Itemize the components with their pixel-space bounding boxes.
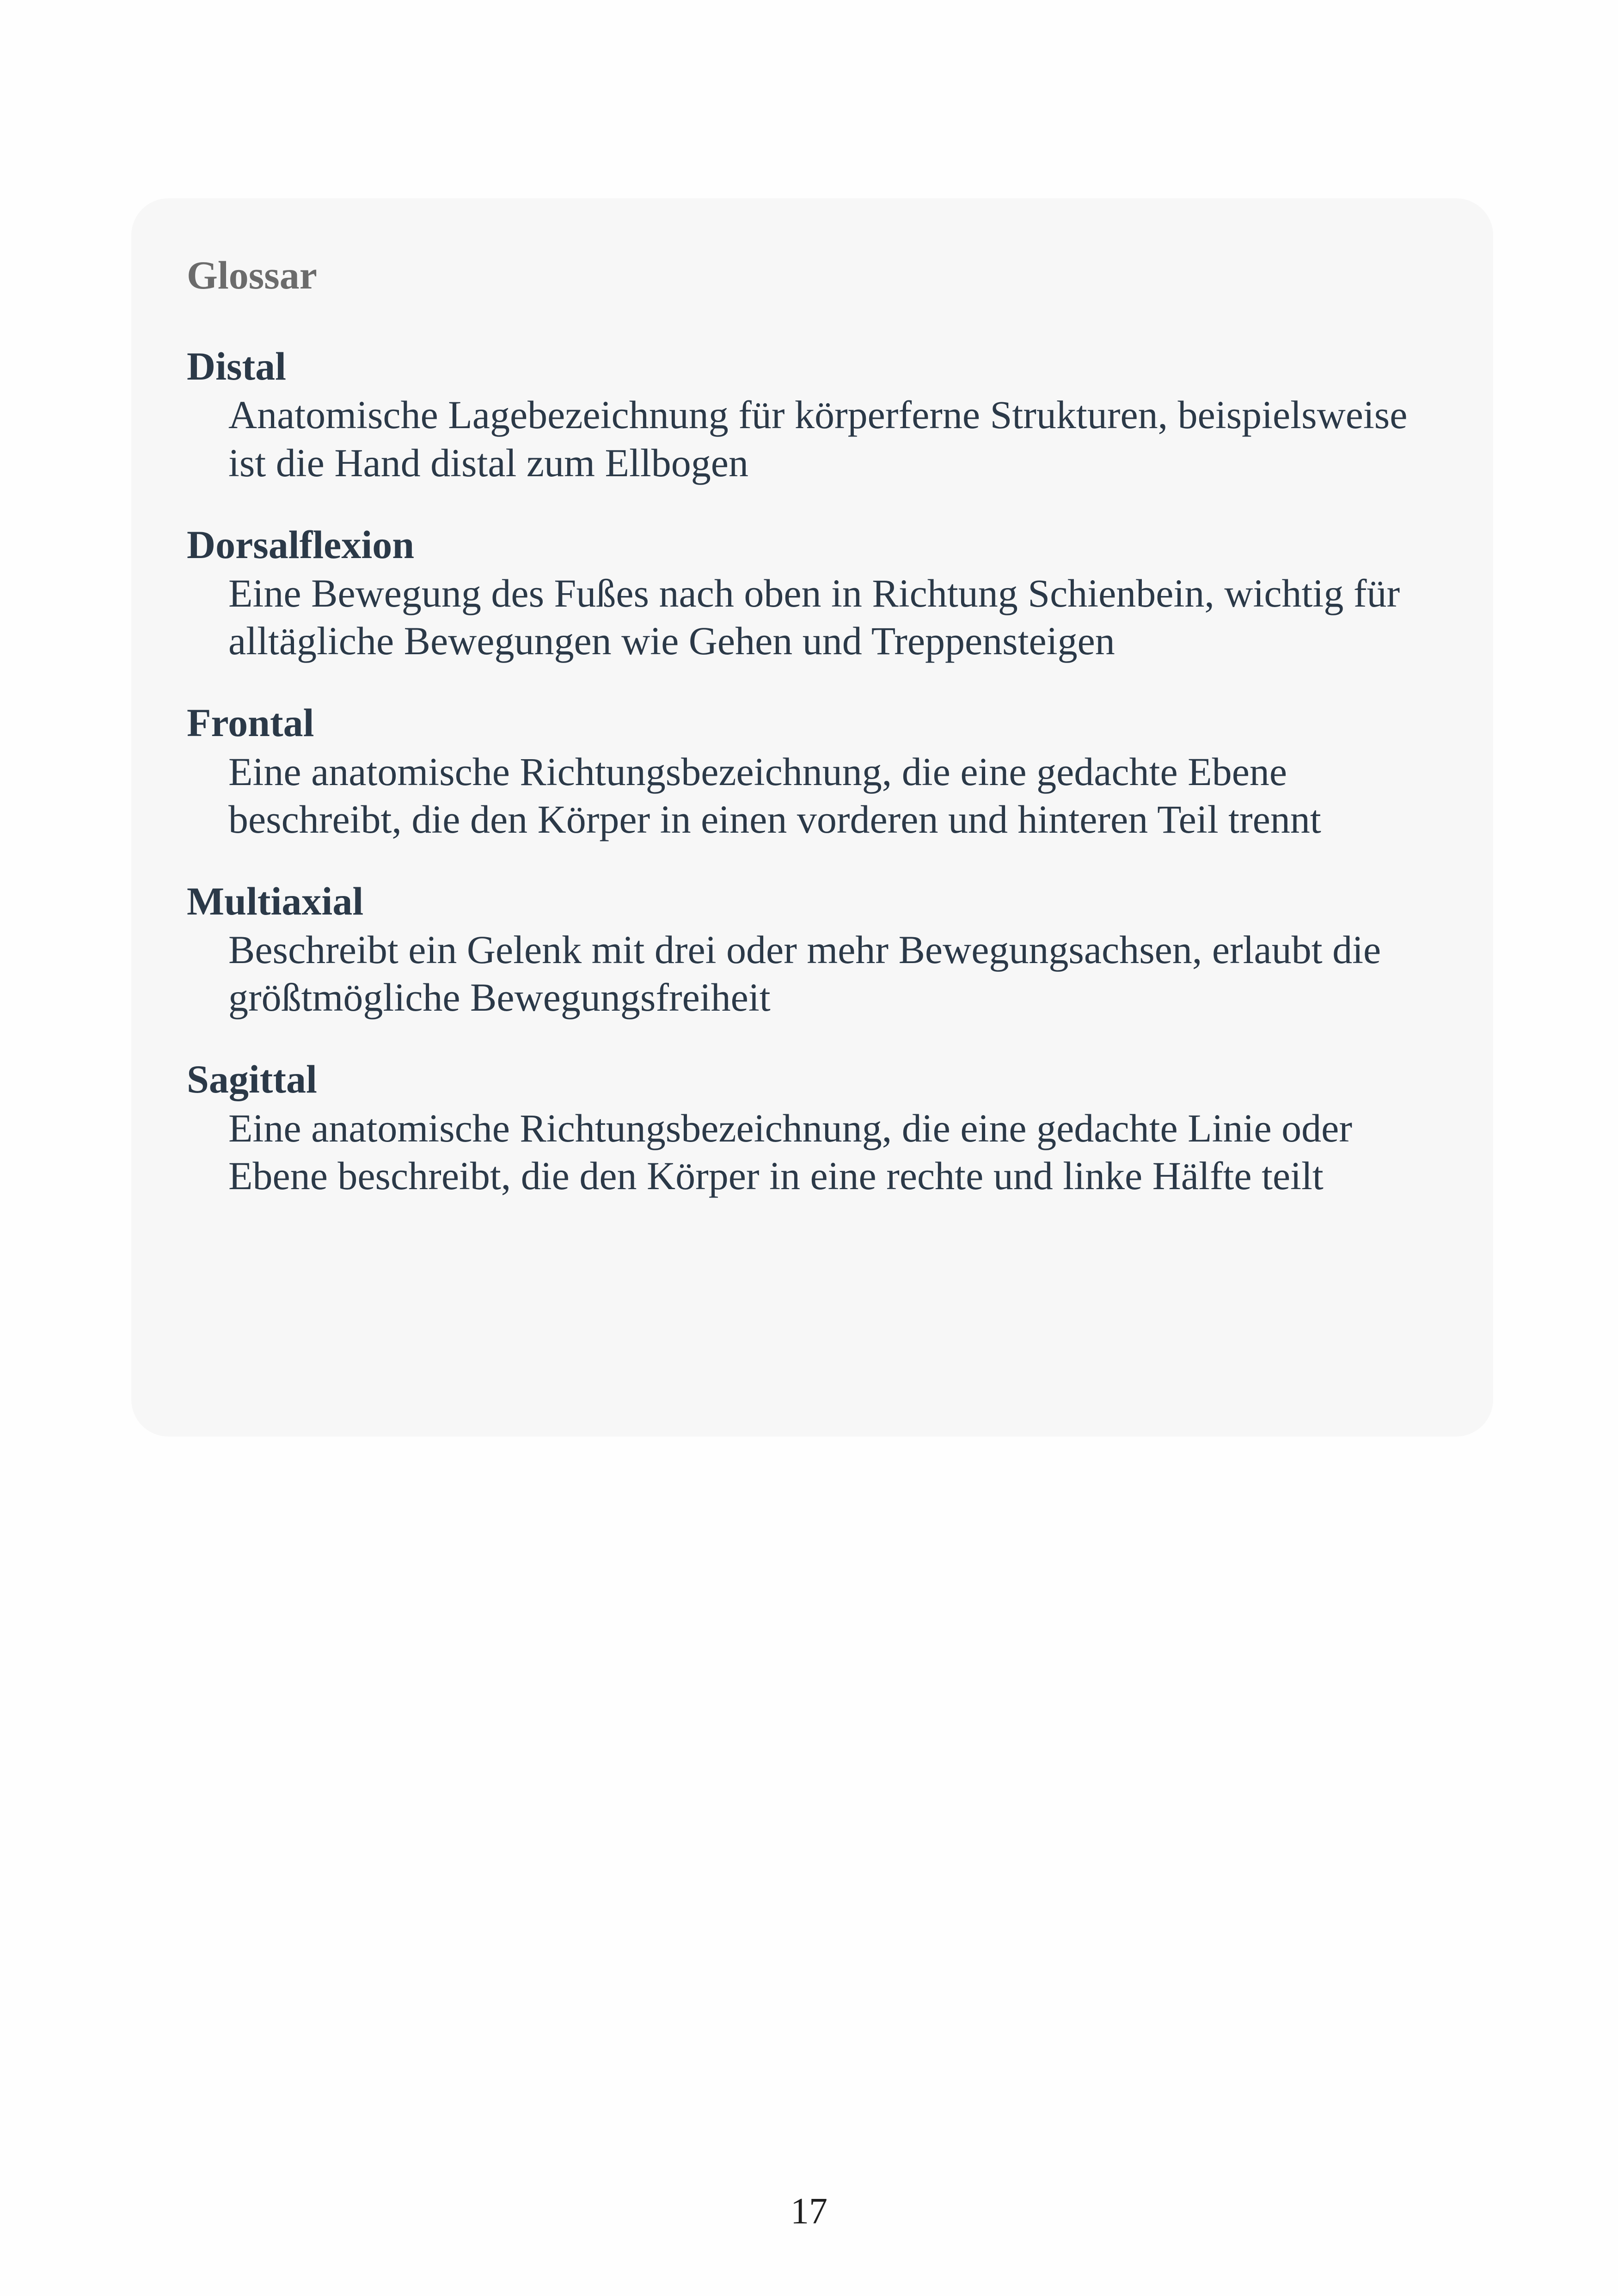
glossary-definition: Eine anatomische Richtungsbezeichnung, die eine gedachte Ebene beschreibt, die den Körper in einen vorderen und hinteren Teil trennt <box>228 749 1321 841</box>
glossary-entry-distal <box>187 343 1438 487</box>
glossary-term: Distal <box>187 344 286 389</box>
glossary-box <box>131 198 1493 1437</box>
glossary-definition: Eine anatomische Richtungsbezeichnung, die eine gedachte Linie oder Ebene beschreibt, die den Körper in eine rechte und linke Hälfte teilt <box>228 1105 1352 1198</box>
glossary-entry-multiaxial <box>187 878 1438 1022</box>
glossary-entry-frontal <box>187 699 1438 843</box>
glossary-term: Frontal <box>187 700 314 745</box>
glossary-entry-sagittal <box>187 1056 1438 1200</box>
glossary-term: Multiaxial <box>187 878 364 923</box>
glossary-definition: Eine Bewegung des Fußes nach oben in Richtung Schienbein, wichtig für alltägliche Bewegungen wie Gehen und Treppensteigen <box>228 571 1400 663</box>
glossary-definition: Beschreibt ein Gelenk mit drei oder mehr Bewegungsachsen, erlaubt die größtmögliche Bewegungsfreiheit <box>228 927 1381 1020</box>
glossary-title: Glossar <box>187 253 317 297</box>
glossary-definition: Anatomische Lagebezeichnung für körperferne Strukturen, beispielsweise ist die Hand distal zum Ellbogen <box>228 393 1408 485</box>
page-number: 17 <box>791 2191 827 2232</box>
glossary-term: Dorsalflexion <box>187 522 415 567</box>
glossary-term: Sagittal <box>187 1057 317 1102</box>
glossary-entry-dorsalflexion <box>187 521 1438 665</box>
